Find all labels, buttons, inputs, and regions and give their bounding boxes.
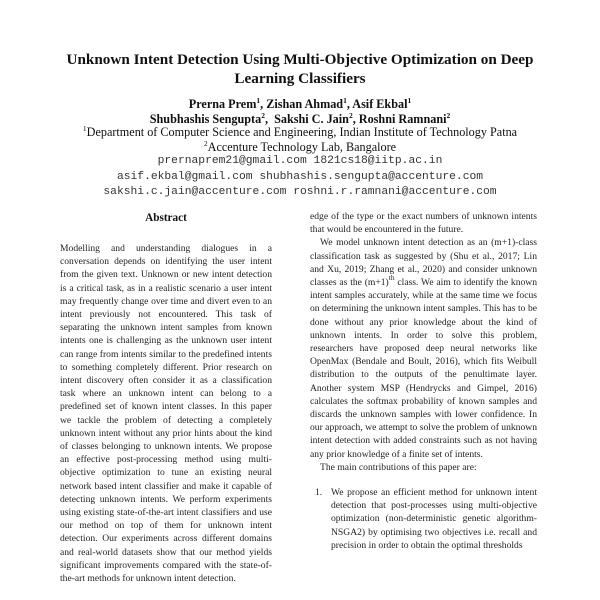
author-name: Zishan Ahmad	[266, 97, 344, 111]
affiliation-marker: 2	[261, 110, 265, 120]
abstract-text: Modelling and understanding dialogues in a conversation depends on identifying the user intent from the given text. Unknown or new intent detection is a critical task, as in a realistic scenario a user intent may frequently change over time and divert even to an intent previously not encountered. This task of separating the unknown intent samples from known intents one is challenging as the unknown user intent can range from intents similar to the predefined intents to something completely different. Prior research on intent discovery often consider it as a classification task where an unknown intent can belong to a predefined set of known intent classes. In this paper we tackle the problem of detecting a completely unknown intent without any prior hints about the kind of classes belonging to unknown intents. We propose an effective post-processing method using multi-objective optimization to tune an existing neural network based intent classifier and make it capable of detecting unknown intents. We perform experiments using existing state-of-the-art intent classifiers and use our method on top of them for unknown intent detection. Our experiments across different domains and real-world datasets show that our method yields significant improvements compared with the state-of-the-art methods for unknown intent detection.	[60, 243, 272, 585]
affiliation-marker: 1	[343, 96, 347, 105]
author-line-1: Prerna Prem$^1$, Zishan Ahmad$^1$, Asif Ekbal$^1$	[188, 96, 412, 111]
author-name: Asif Ekbal	[352, 97, 408, 111]
email-line: asif.ekbal@gmail.com shubhashis.sengupta@accenture.com	[116, 170, 484, 183]
paragraph-continuation: edge of the type or the exact numbers of unknown intents that would be encountered in the future.	[310, 211, 537, 236]
list-item	[310, 486, 537, 552]
list-number: 1.	[315, 487, 323, 499]
list-item-text: We propose an efficient method for unknown intent detection that post-processes using multi-objective optimization (non-deterministic genetic algorithm-NSGA2) by optimising two objectives i.e. recall and precision in order to obtain the optimal thresholds	[331, 487, 537, 551]
affiliation-marker: 2	[446, 110, 451, 120]
author-name: Prerna Prem	[188, 97, 257, 111]
author-name: Roshni Ramnani	[358, 111, 447, 126]
contributions-intro: The main contributions of this paper are:	[320, 461, 477, 473]
author-emails	[20, 154, 580, 201]
affiliation-marker: 1	[256, 96, 261, 105]
author-line-2: Shubhashis Sengupta$^2$, Sakshi C. Jain$^2$, Roshni Ramnani$^2$	[149, 110, 451, 126]
contributions-list	[310, 486, 537, 552]
author-list	[40, 97, 560, 126]
affiliation-marker: 2	[348, 110, 353, 120]
email-line: prernaprem21@gmail.com 1821cs18@iitp.ac.in	[157, 155, 443, 167]
author-name: Shubhashis Sengupta	[149, 111, 262, 126]
affiliation-2: $^2$Accenture Technology Lab, Bangalore	[203, 138, 397, 154]
abstract-heading: Abstract	[145, 212, 187, 224]
introduction-column	[310, 210, 537, 552]
affiliation-marker: 1	[407, 96, 412, 105]
author-name: Sakshi C. Jain	[274, 111, 349, 126]
paragraph-model: We model unknown intent detection as an (m+1)-class classification task as suggested by (Shu et al., 2017; Lin and Xu, 2019; Zhang et al., 2020) and consider unknown classes as the $(m+1)^{th}$ class. We aim to identify the known intent samples accurately, while at the same time we focus on determining the unknown intent samples. This has to be done without any prior knowledge about the kind of unknown intents. In order to solve this problem, researchers have proposed deep neural networks like OpenMax (Bendale and Boult, 2016), which fits Weibull distribution to the outputs of the penultimate layer. Another system MSP (Hendrycks and Gimpel, 2016) calculates the softmax probability of known samples and discards the unknown samples with lower confidence. In our approach, we attempt to solve the problem of unknown intent detection with added constraints such as not having any prior knowledge of a finite set of intents.	[310, 237, 538, 460]
title-line-2: Learning Classifiers	[234, 70, 366, 87]
email-line: sakshi.c.jain@accenture.com roshni.r.ramnani@accenture.com	[103, 186, 497, 198]
affiliation-1: $^1$Department of Computer Science and Engineering, Indian Institute of Technology Patna	[82, 124, 518, 139]
paper-title	[40, 50, 560, 88]
title-line-1: Unknown Intent Detection Using Multi-Objective Optimization on Deep	[66, 51, 534, 68]
affiliations	[20, 125, 580, 154]
